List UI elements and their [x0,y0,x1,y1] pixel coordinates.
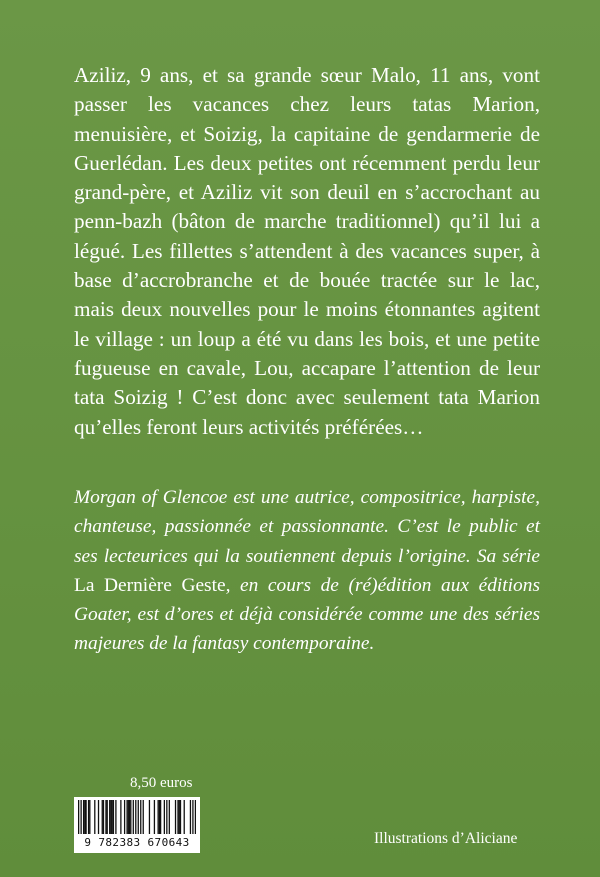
illustrator-credit: Illustrations d’Aliciane [374,830,518,847]
barcode-bar [169,800,170,834]
barcode-bar [180,800,181,834]
barcode-bar [126,800,127,834]
barcode-bars [78,800,196,834]
barcode-bar [154,800,155,834]
barcode-bar [135,800,136,834]
barcode-bar [80,800,81,834]
barcode-bar [195,800,196,834]
barcode-bar [192,800,193,834]
barcode-bar [120,800,121,834]
barcode-bar [88,800,89,834]
barcode-bar [110,800,111,834]
barcode-bar [124,800,125,834]
price-label: 8,50 euros [130,775,193,791]
barcode-bar [89,800,90,834]
barcode-bar [140,800,141,834]
synopsis-text: Aziliz, 9 ans, et sa grande sœur Malo, 11 ans, vont passer les vacances chez leurs tatas Marion, menuisière, et Soizig, la capitaine de gendarmerie de Guerlédan. Les deux petites ont récemment perdu leur grand-père, et Aziliz vit son deuil en s’accrochant au penn-bazh (bâton de marche traditionnel) qu’il lui a légué. Les fillettes s’attendent à des vacances super, à base d’accrobranche et de bouée tractée sur le lac, mais deux nouvelles pour le moins étonnantes agitent le village : un loup a été vu dans les bois, et une petite fugueuse en cavale, Lou, accapare l’attention de leur tata Soizig ! C’est donc avec seulement tata Marion qu’elles feront leurs activités préférées… [74,63,540,439]
barcode-bar [177,800,178,834]
barcode-bar [115,800,116,834]
barcode-bar [94,800,95,834]
barcode-bar [157,800,158,834]
barcode-bar [166,800,167,834]
barcode-bar [107,800,108,834]
barcode-bar [102,800,103,834]
barcode-bar [85,800,86,834]
author-bio [74,483,540,659]
barcode-bar [164,800,165,834]
barcode-bar [83,800,84,834]
barcode-bar [159,800,160,834]
barcode-bar [78,800,79,834]
author-bio-part2: , en cours de (ré)édition aux éditions Goater, est d’ores et déjà considérée comme une des séries majeures de la fantasy contemporaine. [74,574,540,655]
barcode-bar [103,800,104,834]
barcode-bar [138,800,139,834]
barcode-bar [143,800,144,834]
author-bio-part1: Morgan of Glencoe est une autrice, compositrice, harpiste, chanteuse, passionnée et passionnante. C’est le public et ses lecteurices qui la soutiennent depuis l’origine. Sa série [74,487,540,567]
barcode-bar [84,800,85,834]
barcode-bar [128,800,129,834]
isbn-digits: 9 782383 670643 [84,836,190,849]
barcode-bar [149,800,150,834]
barcode-bar [184,800,185,834]
barcode-bar [112,800,113,834]
barcode-bar [98,800,99,834]
barcode-bar [105,800,106,834]
barcode-bar [160,800,161,834]
barcode-bar [179,800,180,834]
barcode-bar [113,800,114,834]
series-title: La Dernière Geste [74,574,226,596]
barcode-bar [175,800,176,834]
barcode-bar [109,800,110,834]
barcode-bar [190,800,191,834]
barcode-bar [129,800,130,834]
barcode-bar [130,800,131,834]
barcode-bar [133,800,134,834]
